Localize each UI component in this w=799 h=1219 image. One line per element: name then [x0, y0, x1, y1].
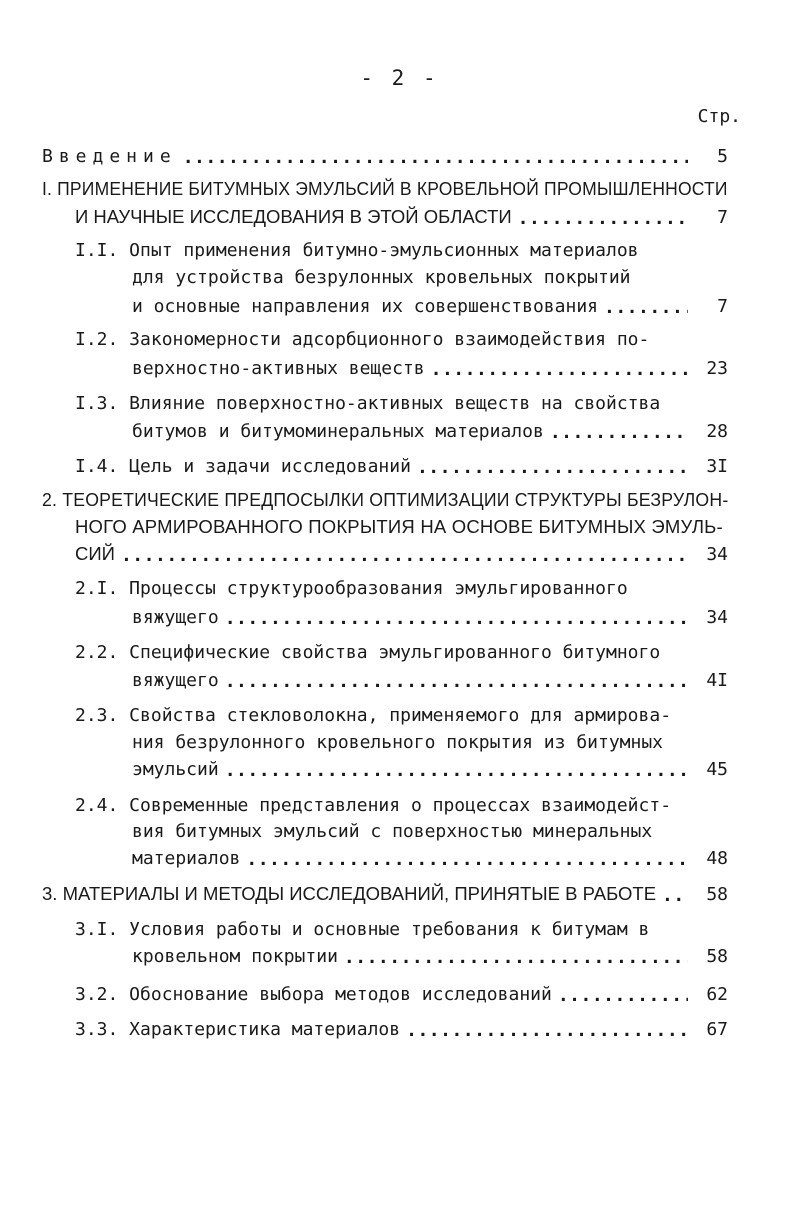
toc-entry-section-1-1[interactable]	[132, 294, 728, 318]
toc-entry-page: 48	[706, 847, 728, 869]
toc-entry-page: 5	[717, 145, 728, 167]
dot-leader	[604, 297, 688, 318]
dot-leader	[246, 849, 688, 870]
toc-entry-page: 45	[706, 758, 728, 780]
toc-entry-page: 7	[717, 295, 728, 317]
section-1-3-line: битумов и битумоминеральных материалов	[132, 420, 544, 442]
toc-entry-page: 7	[717, 206, 728, 228]
toc-entry-page: 4I	[706, 669, 728, 691]
toc-entry-page: 34	[706, 543, 728, 565]
chapter-2-title-line: НОГО АРМИРОВАННОГО ПОКРЫТИЯ НА ОСНОВЕ БИТУМНЫХ ЭМУЛЬ-	[75, 516, 723, 537]
dot-leader	[662, 885, 688, 906]
dot-leader	[344, 947, 688, 968]
toc-entry-page: 23	[706, 357, 728, 379]
dot-leader	[183, 147, 688, 168]
section-2-2-line: вяжущего	[132, 669, 219, 691]
section-3-1-line: кровельном покрытии	[132, 945, 338, 967]
section-3-1-line: 3.I. Условия работы и основные требования к битумам в	[75, 919, 650, 940]
section-1-4-line: I.4. Цель и задачи исследований	[75, 455, 411, 477]
toc-entry-chapter-3[interactable]	[42, 882, 728, 906]
dot-leader	[518, 208, 688, 229]
toc-entry-title: Введение	[42, 145, 177, 167]
toc-entry-section-3-1[interactable]	[132, 944, 728, 968]
section-2-2-line: 2.2. Специфические свойства эмульгированного битумного	[75, 642, 661, 663]
dot-leader	[550, 422, 688, 443]
toc-entry-page: 62	[706, 983, 728, 1005]
chapter-1-title-line: I. ПРИМЕНЕНИЕ БИТУМНЫХ ЭМУЛЬСИЙ В КРОВЕЛЬНОЙ ПРОМЫШЛЕННОСТИ	[42, 178, 728, 199]
toc-entry-section-3-3[interactable]	[75, 1017, 728, 1041]
section-2-4-line: вия битумных эмульсий с поверхностью минеральных	[132, 821, 653, 842]
section-3-3-line: 3.3. Характеристика материалов	[75, 1018, 401, 1040]
dot-leader	[558, 985, 688, 1006]
dot-leader	[225, 608, 688, 629]
toc-entry-section-2-2[interactable]	[132, 668, 728, 692]
section-3-2-line: 3.2. Обоснование выбора методов исследований	[75, 983, 552, 1005]
toc-entry-section-1-2[interactable]	[132, 356, 728, 380]
dot-leader	[225, 760, 688, 781]
dot-leader	[406, 1020, 688, 1041]
section-2-3-line: ния безрулонного кровельного покрытия из битумных	[132, 732, 664, 753]
page-column-label: Стр.	[697, 106, 741, 127]
section-2-4-line: материалов	[132, 847, 241, 869]
section-2-1-line: вяжущего	[132, 606, 219, 628]
toc-entry-section-1-3[interactable]	[132, 419, 728, 443]
toc-entry-section-1-4[interactable]	[75, 454, 728, 478]
dot-leader	[121, 545, 688, 566]
toc-entry-page: 3I	[706, 455, 728, 477]
section-2-3-line: эмульсий	[132, 758, 219, 780]
dot-leader	[417, 457, 688, 478]
toc-entry-page: 58	[706, 883, 728, 905]
toc-entry-section-2-3[interactable]	[132, 757, 728, 781]
toc-entry-chapter-2[interactable]	[75, 542, 728, 566]
section-1-2-line: I.2. Закономерности адсорбционного взаимодействия по-	[75, 329, 650, 350]
section-1-3-line: I.3. Влияние поверхностно-активных веществ на свойства	[75, 393, 661, 414]
toc-entry-section-3-2[interactable]	[75, 982, 728, 1006]
section-2-4-line: 2.4. Современные представления о процессах взаимодейст-	[75, 795, 672, 816]
chapter-2-title-line: 2. ТЕОРЕТИЧЕСКИЕ ПРЕДПОСЫЛКИ ОПТИМИЗАЦИИ СТРУКТУРЫ БЕЗРУЛОН-	[42, 489, 729, 510]
toc-entry-page: 28	[706, 420, 728, 442]
chapter-2-title-line: СИЙ	[75, 543, 115, 564]
section-1-1-line: I.I. Опыт применения битумно-эмульсионных материалов	[75, 240, 639, 261]
section-2-3-line: 2.3. Свойства стекловолокна, применяемого для армирова-	[75, 705, 672, 726]
toc-entry-page: 34	[706, 606, 728, 628]
section-1-1-line: для устройства безрулонных кровельных покрытий	[132, 267, 631, 288]
section-1-1-line: и основные направления их совершенствования	[132, 295, 598, 317]
toc-entry-chapter-1[interactable]	[75, 205, 728, 229]
toc-entry-section-2-1[interactable]	[132, 605, 728, 629]
page-number: - 2 -	[360, 66, 439, 90]
chapter-3-title-line: 3. МАТЕРИАЛЫ И МЕТОДЫ ИССЛЕДОВАНИЙ, ПРИНЯТЫЕ В РАБОТЕ	[42, 883, 657, 904]
dot-leader	[431, 359, 688, 380]
dot-leader	[225, 671, 688, 692]
toc-entry-section-2-4[interactable]	[132, 846, 728, 870]
toc-entry-page: 67	[706, 1018, 728, 1040]
chapter-1-title-line: И НАУЧНЫЕ ИССЛЕДОВАНИЯ В ЭТОЙ ОБЛАСТИ	[75, 206, 512, 227]
section-2-1-line: 2.I. Процессы структурообразования эмульгированного	[75, 578, 628, 599]
section-1-2-line: верхностно-активных веществ	[132, 357, 425, 379]
toc-entry-intro[interactable]	[42, 144, 728, 168]
toc-entry-page: 58	[706, 945, 728, 967]
